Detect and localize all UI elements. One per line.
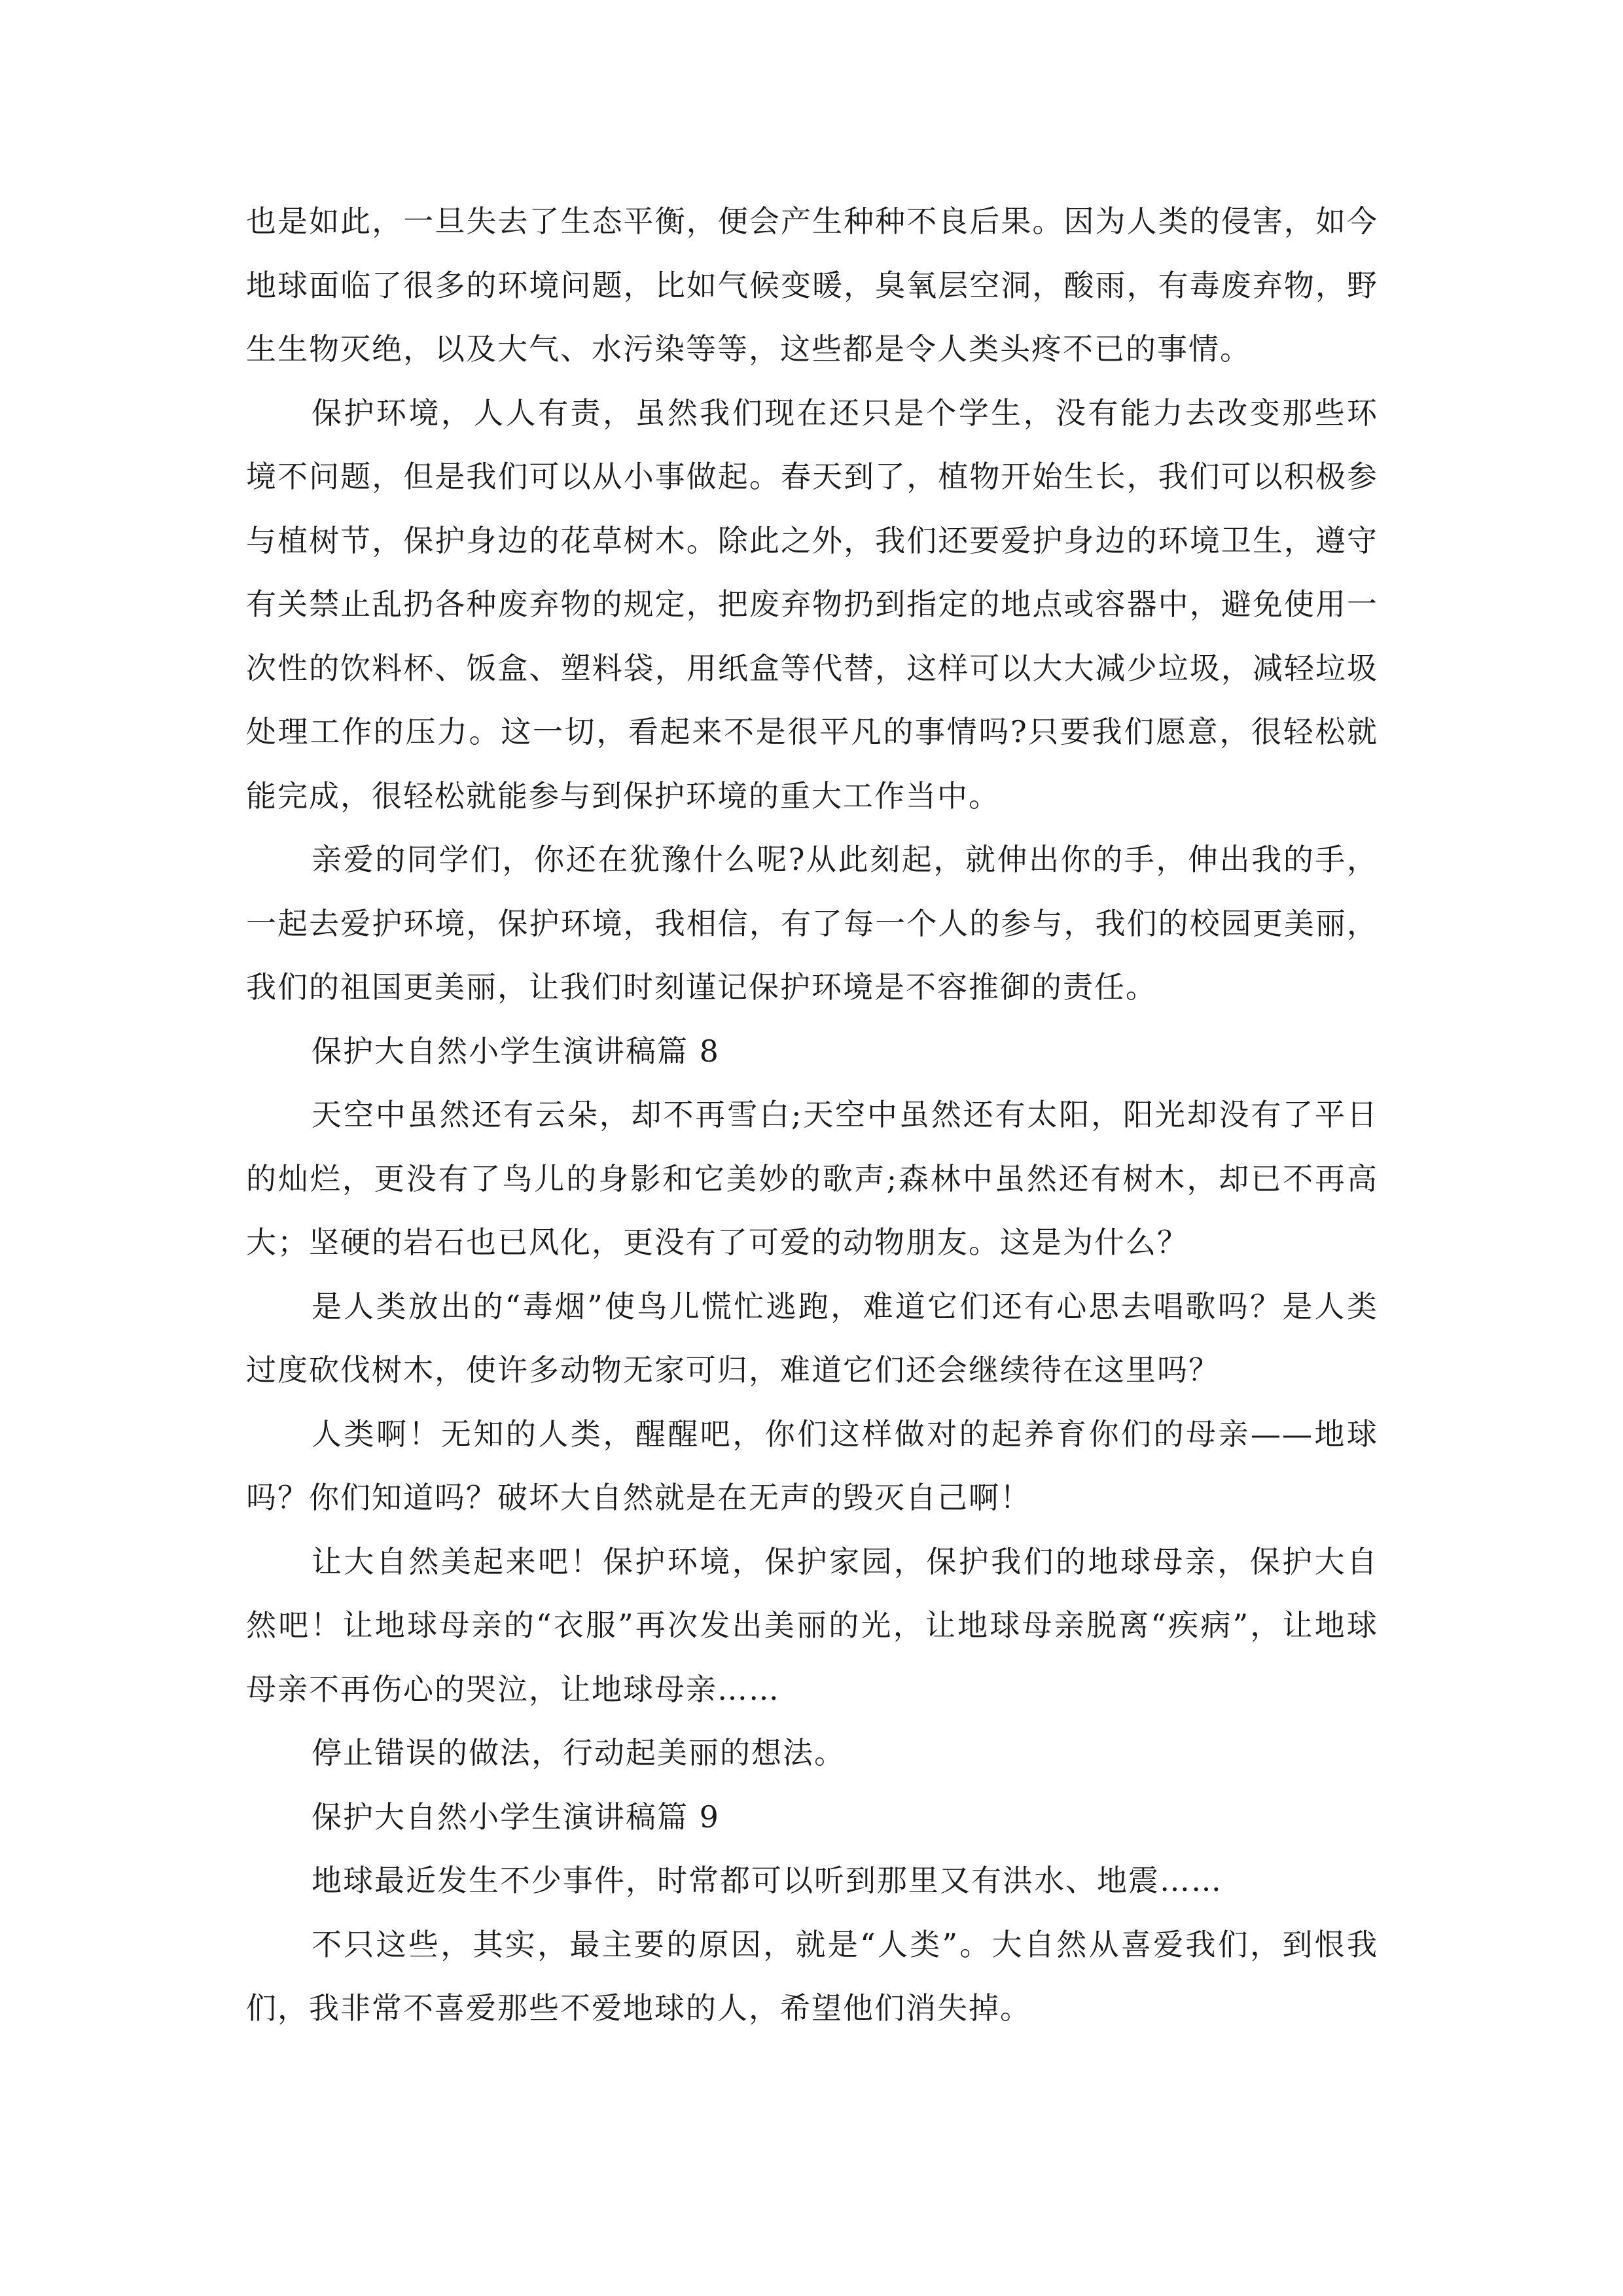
paragraph: 天空中虽然还有云朵，却不再雪白;天空中虽然还有太阳，阳光却没有了平日的灿烂，更没有了鸟儿的身影和它美妙的歌声;森林中虽然还有树木，却已不再高大；坚硬的岩石也已风化，更没有了可爱的动物朋友。这是为什么？ bbox=[246, 1097, 1378, 1260]
paragraph: 亲爱的同学们，你还在犹豫什么呢?从此刻起，就伸出你的手，伸出我的手，一起去爱护环境，保护环境，我相信，有了每一个人的参与，我们的校园更美丽，我们的祖国更美丽，让我们时刻谨记保护环境是不容推御的责任。 bbox=[246, 842, 1378, 1005]
paragraph: 保护环境，人人有责，虽然我们现在还只是个学生，没有能力去改变那些环境不问题，但是我们可以从小事做起。春天到了，植物开始生长，我们可以积极参与植树节，保护身边的花草树木。除此之外，我们还要爱护身边的环境卫生，遵守有关禁止乱扔各种废弃物的规定，把废弃物扔到指定的地点或容器中，避免使用一次性的饮料杯、饭盒、塑料袋，用纸盒等代替，这样可以大大减少垃圾，减轻垃圾处理工作的压力。这一切，看起来不是很平凡的事情吗?只要我们愿意，很轻松就能完成，很轻松就能参与到保护环境的重大工作当中。 bbox=[246, 395, 1378, 814]
document-body bbox=[246, 190, 1378, 2041]
paragraph: 是人类放出的“毒烟”使鸟儿慌忙逃跑，难道它们还有心思去唱歌吗？是人类过度砍伐树木，使许多动物无家可归，难道它们还会继续待在这里吗？ bbox=[246, 1288, 1378, 1388]
paragraph-continuation: 也是如此，一旦失去了生态平衡，便会产生种种不良后果。因为人类的侵害，如今地球面临了很多的环境问题，比如气候变暖，臭氧层空洞，酸雨，有毒废弃物，野生生物灭绝，以及大气、水污染等等，这些都是令人类头疼不已的事情。 bbox=[246, 204, 1378, 367]
section-heading: 保护大自然小学生演讲稿篇 8 bbox=[312, 1033, 720, 1069]
paragraph: 不只这些，其实，最主要的原因，就是“人类”。大自然从喜爱我们，到恨我们，我非常不喜爱那些不爱地球的人，希望他们消失掉。 bbox=[246, 1926, 1378, 2026]
paragraph: 人类啊！无知的人类，醒醒吧，你们这样做对的起养育你们的母亲——地球吗？你们知道吗？破坏大自然就是在无声的毁灭自己啊！ bbox=[246, 1416, 1378, 1515]
paragraph: 停止错误的做法，行动起美丽的想法。 bbox=[312, 1735, 846, 1770]
paragraph: 地球最近发生不少事件，时常都可以听到那里又有洪水、地震…… bbox=[312, 1863, 1222, 1898]
paragraph: 让大自然美起来吧！保护环境，保护家园，保护我们的地球母亲，保护大自然吧！让地球母亲的“衣服”再次发出美丽的光，让地球母亲脱离“疾病”，让地球母亲不再伤心的哭泣，让地球母亲…… bbox=[246, 1543, 1378, 1707]
section-heading: 保护大自然小学生演讲稿篇 9 bbox=[312, 1799, 720, 1835]
